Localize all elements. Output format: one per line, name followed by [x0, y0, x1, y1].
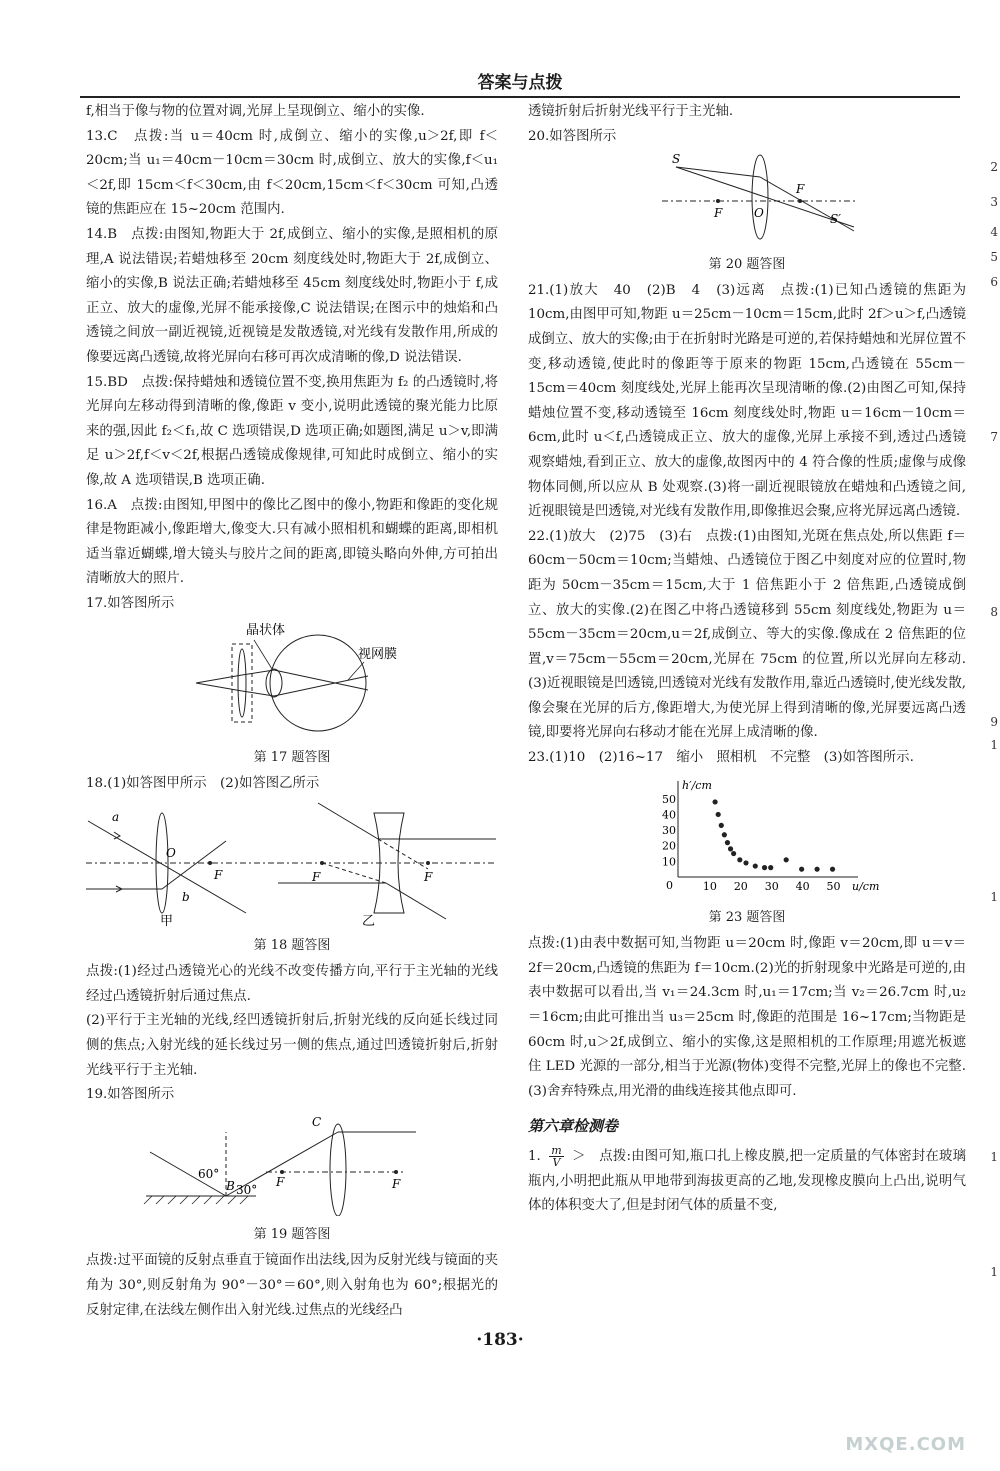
- answer-17: 17.如答图所示: [86, 595, 175, 611]
- margin-number: 1: [990, 738, 998, 752]
- section-title: 第六章检测卷: [528, 1117, 619, 1136]
- x-axis-label: u/cm: [852, 879, 880, 893]
- focus-yi-right: [426, 861, 430, 865]
- label-jia: 甲: [160, 913, 174, 927]
- label-retina: 视网膜: [358, 647, 398, 663]
- answer-16: 16.A 点拨:由图知,甲图中的像比乙图中的像小,物距和像距的变化规律是物距减小,像距增大,像变大.只有减小照相机和蝴蝶的距离,即相机适当靠近蝴蝶,增大镜头与胶片之间的距离,即镜头略向外伸,方可拍出清晰放大的照片.: [86, 497, 498, 587]
- origin-label: 0: [666, 878, 673, 892]
- label-yi: 乙: [362, 913, 376, 927]
- label-60: 60°: [198, 1166, 220, 1181]
- margin-number: 1: [990, 1265, 998, 1279]
- margin-number: 2: [990, 160, 998, 174]
- label-o20: O: [754, 206, 764, 221]
- frac-denominator: V: [552, 1156, 561, 1169]
- x-tick-label: 30: [764, 879, 779, 893]
- note-19: 点拨:过平面镜的反射点垂直于镜面作出法线,因为反射光线与镜面的夹角为 30°,则反射角为 90°－30°＝60°,则入射角也为 60°;根据光的反射定律,在法线左侧作出入射光线.过焦点的光线经凸: [86, 1253, 498, 1318]
- ray-1a: [196, 675, 242, 683]
- label-c: C: [312, 1114, 322, 1129]
- page-header: [80, 62, 960, 98]
- label-o: O: [166, 845, 176, 860]
- left-p1: f,相当于像与物的位置对调,光屏上呈现倒立、缩小的实像.: [86, 104, 425, 119]
- ray-20-2: [676, 167, 854, 227]
- ray-yi-ext: [378, 839, 428, 869]
- focus-20-right: [798, 199, 802, 203]
- focus-19-left: [280, 1170, 284, 1174]
- data-point: [814, 866, 819, 871]
- ray-2c: [274, 676, 368, 696]
- note-18-1: 点拨:(1)经过凸透镜光心的光线不改变传播方向,平行于主光轴的光线经过凸透镜折射后通过焦点.: [86, 964, 498, 1004]
- margin-number: 1: [990, 890, 998, 904]
- data-point: [768, 865, 773, 870]
- answer-23: 23.(1)10 (2)16~17 缩小 照相机 不完整 (3)如答图所示.: [528, 750, 914, 766]
- margin-number: 9: [990, 715, 998, 729]
- y-tick-label: 10: [662, 855, 676, 869]
- answer-18: 18.(1)如答图甲所示 (2)如答图乙所示: [86, 776, 320, 792]
- data-point: [722, 832, 727, 837]
- answer-22: 22.(1)放大 (2)75 (3)右 点拨:(1)由图知,光斑在焦点处,所以焦距 f＝60cm－50cm＝10cm;当蜡烛、凸透镜位于图乙中刻度对应的位置时,物距为 50cm－35cm＝15cm,大于 1 倍焦距小于 2 倍焦距,凸透镜成倒立、放大的实像.(2)在图乙中将凸透镜移到 55cm 刻度线处,物距为 u＝55cm－35cm＝20cm,u＝2f,成倒立、等大的实像.像成在 2 倍焦距的位置,v＝75cm－55cm＝20cm,光屏在 75cm 的位置,所以光屏向左移动.(3)近视眼镜是凹透镜,凹透镜对光线有发散作用,靠近凸透镜时,使光线发散,像会聚在光屏的后方,像距增大,为使光屏上得到清晰的像,光屏要远离凸透镜,即要将光屏向右移动才能在光屏上成清晰的像.: [528, 528, 966, 741]
- eye-diagram: [86, 620, 498, 738]
- y-axis-label: h′/cm: [682, 778, 712, 792]
- y-tick-label: 30: [662, 823, 676, 837]
- data-point: [725, 840, 730, 845]
- label-f19-right: F: [392, 1176, 401, 1191]
- figure-23: [528, 775, 966, 929]
- y-tick-label: 50: [662, 792, 676, 806]
- chart-23: [528, 775, 966, 899]
- crystalline-lens: [266, 669, 282, 697]
- label-f19-left: F: [276, 1174, 285, 1189]
- watermark-logo: [804, 1377, 974, 1455]
- data-point: [830, 866, 835, 871]
- page-number: ·183·: [476, 1330, 524, 1350]
- frac-numerator: m: [551, 1144, 562, 1157]
- data-point: [753, 863, 758, 868]
- mirror-lens-diagram: [86, 1112, 498, 1216]
- eyeball: [270, 635, 366, 731]
- y-tick-label: 40: [662, 808, 676, 822]
- ray-20-1: [676, 167, 760, 177]
- right-column: [528, 100, 966, 1219]
- caption-19: 第 19 题答图: [253, 1227, 331, 1243]
- y-tick-label: 20: [662, 839, 676, 853]
- note-23: 点拨:(1)由表中数据可知,当物距 u＝20cm 时,像距 v＝20cm,即 u＝v＝2f＝20cm,凸透镜的焦距为 f＝10cm.(2)光的折射现象中光路是可逆的,由表中数据可以看出,当 v₁＝24.3cm 时,u₁＝17cm;当 v₂＝26.7cm 时,u₂＝16cm;由此可推出当 u₃＝25cm 时,像距的范围是 16~17cm;当物距是 60cm 时,u＞2f,成倒立、缩小的实像,这是照相机的工作原理;用遮光板遮住 LED 光源的一部分,相当于光源(物体)变得不完整,光屏上的像也不完整.(3)舍弃特殊点,用光滑的曲线连接其他点即可.: [528, 936, 966, 1099]
- concave-lens: [238, 649, 246, 717]
- mirror-hatching: [144, 1196, 248, 1204]
- mass-over-volume: [549, 1145, 563, 1168]
- margin-number: 7: [990, 430, 998, 444]
- label-a: a: [112, 809, 120, 824]
- label-b19: B: [226, 1178, 235, 1193]
- data-point: [716, 812, 721, 817]
- q1-text: ＞ 点拨:由图可知,瓶口扎上橡皮膜,把一定质量的气体密封在玻璃瓶内,小明把此瓶从甲地带到海拔更高的乙地,发现橡皮膜向上凸出,说明气体的体积变大了,但是封闭气体的质量不变,: [528, 1149, 966, 1214]
- focus-yi-left: [320, 861, 324, 865]
- label-f-yi-left: F: [312, 869, 321, 884]
- data-point: [728, 846, 733, 851]
- label-crystalline: 晶状体: [246, 623, 286, 639]
- data-point: [762, 865, 767, 870]
- caption-17: 第 17 题答图: [253, 750, 331, 766]
- label-f-jia: F: [214, 867, 223, 882]
- label-f-yi-right: F: [424, 869, 433, 884]
- ray-yi-1: [318, 803, 378, 839]
- focus-jia: [208, 861, 212, 865]
- x-tick-label: 50: [826, 879, 841, 893]
- label-f20-left: F: [714, 206, 723, 221]
- label-30: 30°: [236, 1182, 258, 1197]
- answer-14: 14.B 点拨:由图知,物距大于 2f,成倒立、缩小的实像,是照相机的原理,A 说法错误;若蜡烛移至 20cm 刻度线处时,物距大于 2f,成倒立、缩小的实像,B 说法正确;若蜡烛移至 45cm 刻度线处时,物距小于 f,成正立、放大的虚像,光屏不能承接像,C 说法错误;在图示中的烛焰和凸透镜之间放一副近视镜,近视镜是发散透镜,对光线有发散作用,所成的像要远离凸透镜,故将光屏向右移可再次成清晰的像,D 说法错误.: [86, 226, 498, 365]
- data-point: [712, 799, 717, 804]
- answer-15: 15.BD 点拨:保持蜡烛和透镜位置不变,换用焦距为 f₂ 的凸透镜时,将光屏向左移动得到清晰的像,像距 v 变小,说明此透镜的聚光能力比原来的强,因此 f₂＜f₁,故 C 选项错误,D 选项正确;如题图,满足 u＞v,即满足 u＞2f,f＜v＜2f,根据凸透镜成像规律,可知此时成倒立、缩小的实像,故 A 选项错误,B 选项正确.: [86, 374, 498, 488]
- answer-21: 21.(1)放大 40 (2)B 4 (3)远离 点拨:(1)已知凸透镜的焦距为 10cm,由图甲可知,物距 u＝25cm－10cm＝15cm,此时 2f＞u＞f,凸透镜成倒立、放大的实像;由于在折射时光路是可逆的,若保持蜡烛和光屏位置不变,移动透镜,使此时的像距等于原来的物距 15cm,凸透镜在 55cm－15cm＝40cm 刻度线处,光屏上能再次呈现清晰的像.(2)由图乙可知,保持蜡烛位置不变,移动透镜至 16cm 刻度线处时,物距 u＝16cm－10cm＝6cm,此时 u＜f,凸透镜成正立、放大的虚像,光屏上承接不到,透过凸透镜观察蜡烛,看到正立、放大的虚像,故图丙中的 4 符合像的性质;虚像与成像物体同侧,所以应从 B 处观察.(3)将一副近视眼镜放在蜡烛和凸透镜之间,近视眼镜是凹透镜,对光线有发散作用,即像推迟会聚,应将光屏远离凸透镜.: [528, 282, 966, 520]
- answer-ch6-1: [528, 1145, 966, 1219]
- data-point: [743, 860, 748, 865]
- data-point: [799, 866, 804, 871]
- margin-number: 8: [990, 605, 998, 619]
- label-f20-right: F: [796, 182, 805, 197]
- focus-20-left: [716, 199, 720, 203]
- convex-lens-19: [330, 1124, 346, 1216]
- figure-20: [528, 153, 966, 275]
- label-b: b: [182, 889, 190, 904]
- answer-13: 13.C 点拨:当 u＝40cm 时,成倒立、缩小的实像,u＞2f,即 f＜20cm;当 u₁＝40cm－10cm＝30cm 时,成倒立、放大的实像,f＜u₁＜2f,即 15cm＜f＜30cm,由 f＜20cm,15cm＜f＜30cm 可知,凸透镜的焦距应在 15~20cm 范围内.: [86, 128, 498, 218]
- ray-2a: [196, 683, 242, 691]
- watermark-text: MXQE.COM: [845, 1434, 966, 1455]
- data-point: [784, 857, 789, 862]
- data-point: [719, 822, 724, 827]
- answer-19: 19.如答图所示: [86, 1087, 175, 1103]
- q1-number: 1.: [528, 1149, 541, 1164]
- x-tick-label: 40: [795, 879, 810, 893]
- caption-18: 第 18 题答图: [253, 938, 331, 954]
- margin-number: 5: [990, 250, 998, 264]
- margin-number: 6: [990, 275, 998, 289]
- figure-17: [86, 620, 498, 768]
- x-tick-label: 20: [733, 879, 748, 893]
- margin-number: 3: [990, 195, 998, 209]
- arrow-a: [114, 832, 120, 839]
- data-point: [737, 857, 742, 862]
- pointer-lens: [254, 640, 272, 669]
- right-p1: 透镜折射后折射光线平行于主光轴.: [528, 104, 734, 119]
- left-column: [86, 100, 498, 1323]
- margin-number: 4: [990, 225, 998, 239]
- dashed-lens-box: [232, 644, 252, 722]
- label-s: S: [672, 153, 681, 167]
- focus-19-right: [394, 1170, 398, 1174]
- label-s-prime: S′: [830, 212, 841, 227]
- figure-19: [86, 1112, 498, 1246]
- note-18-2: (2)平行于主光轴的光线,经凹透镜折射后,折射光线的反向延长线过同侧的焦点;入射光线的延长线过另一侧的焦点,通过凹透镜折射后,折射光线平行于主光轴.: [86, 1013, 498, 1078]
- caption-20: 第 20 题答图: [708, 256, 786, 272]
- margin-number: 1: [990, 1150, 998, 1164]
- data-point: [731, 851, 736, 856]
- figure-18: [86, 801, 498, 957]
- answer-20: 20.如答图所示: [528, 128, 617, 144]
- x-tick-label: 10: [702, 879, 717, 893]
- lens-ray-diagrams: [86, 801, 498, 927]
- axis-ticks: [662, 792, 841, 892]
- ray-yi-2b: [386, 883, 446, 919]
- lens-image-diagram: [528, 153, 966, 245]
- header-title: 答案与点拨: [477, 73, 563, 93]
- data-points: [712, 799, 835, 871]
- ray-yi-back: [322, 863, 386, 883]
- caption-23: 第 23 题答图: [708, 910, 786, 926]
